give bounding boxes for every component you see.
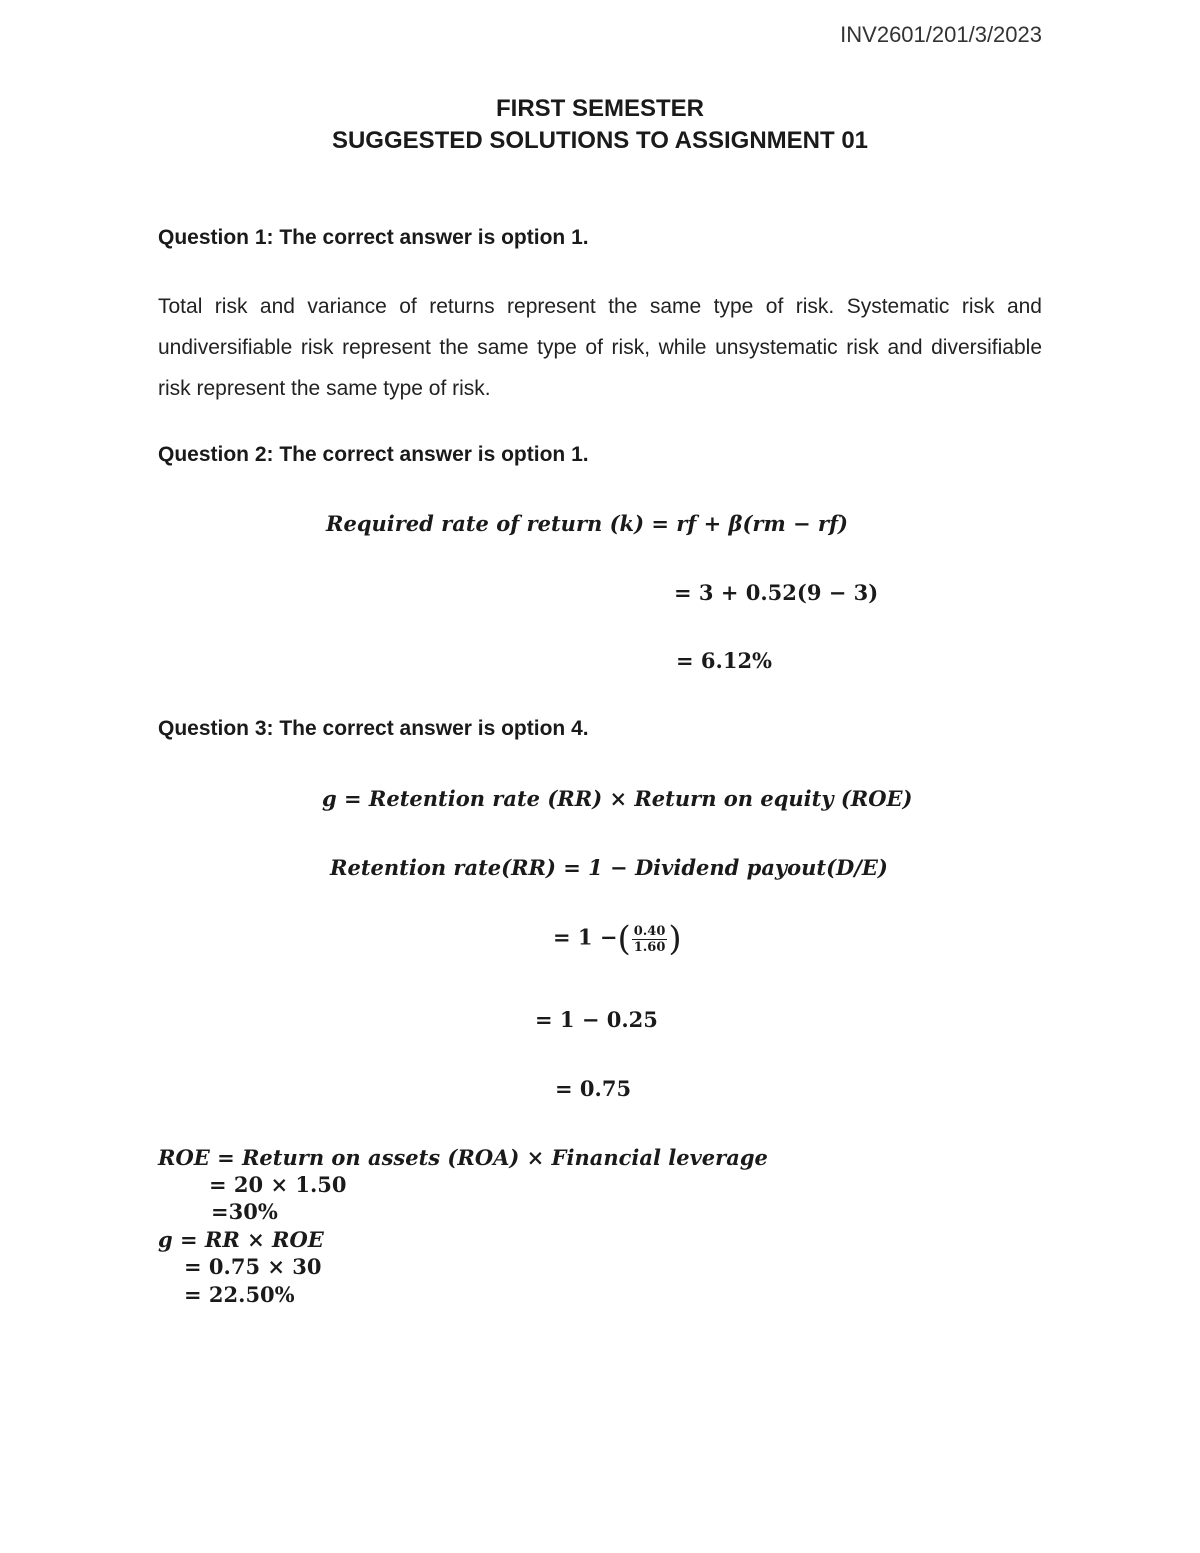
question-1-explanation: Total risk and variance of returns represent the same type of risk. Systematic risk and undiversifiable risk represent the same type of risk, while unsystematic risk and diversifiable risk represent the same type of risk. [158, 295, 1042, 400]
required-return-formula [326, 511, 848, 536]
roe-formula: ROE = Return on assets (ROA) × Financial leverage [158, 1145, 768, 1170]
question-3-heading: Question 3: The correct answer is option 4. [158, 717, 589, 740]
retention-step-1-prefix: = 1 − [553, 924, 618, 950]
roe-result: =30% [211, 1199, 278, 1224]
retention-step-1: = 1 −( $\frac{0.40}{1.60}$ ) [553, 919, 682, 959]
page-subtitle: SUGGESTED SOLUTIONS TO ASSIGNMENT 01 [331, 127, 869, 154]
document-reference: INV2601/201/3/2023 [840, 22, 1042, 47]
retention-result: = 0.75 [555, 1076, 632, 1101]
growth-formula: g = Retention rate (RR) × Return on equity (ROE) [322, 786, 913, 811]
required-return-step-1: = 3 + 0.52(9 − 3) [674, 580, 879, 605]
required-return-result: = 6.12% [676, 648, 773, 673]
formula-rhs: = rf + β(rm − rf) [651, 511, 848, 536]
g-formula: g = RR × ROE [158, 1227, 324, 1252]
formula-lhs: Required rate of return (k) [326, 511, 645, 536]
retention-step-2: = 1 − 0.25 [535, 1007, 658, 1032]
question-2-heading: Question 2: The correct answer is option 1. [158, 443, 589, 466]
g-step-1: = 0.75 × 30 [184, 1254, 322, 1279]
question-1-heading: Question 1: The correct answer is option 1. [158, 226, 589, 249]
page-title: FIRST SEMESTER [495, 95, 705, 122]
fraction-numerator: 0.40 [633, 923, 666, 939]
roe-step-1: = 20 × 1.50 [209, 1172, 347, 1197]
retention-rate-formula: Retention rate(RR) = 1 − Dividend payout(D/E) [330, 855, 888, 880]
fraction-denominator: 1.60 [633, 939, 666, 955]
g-result: = 22.50% [184, 1282, 295, 1307]
retention-fraction [632, 924, 668, 955]
